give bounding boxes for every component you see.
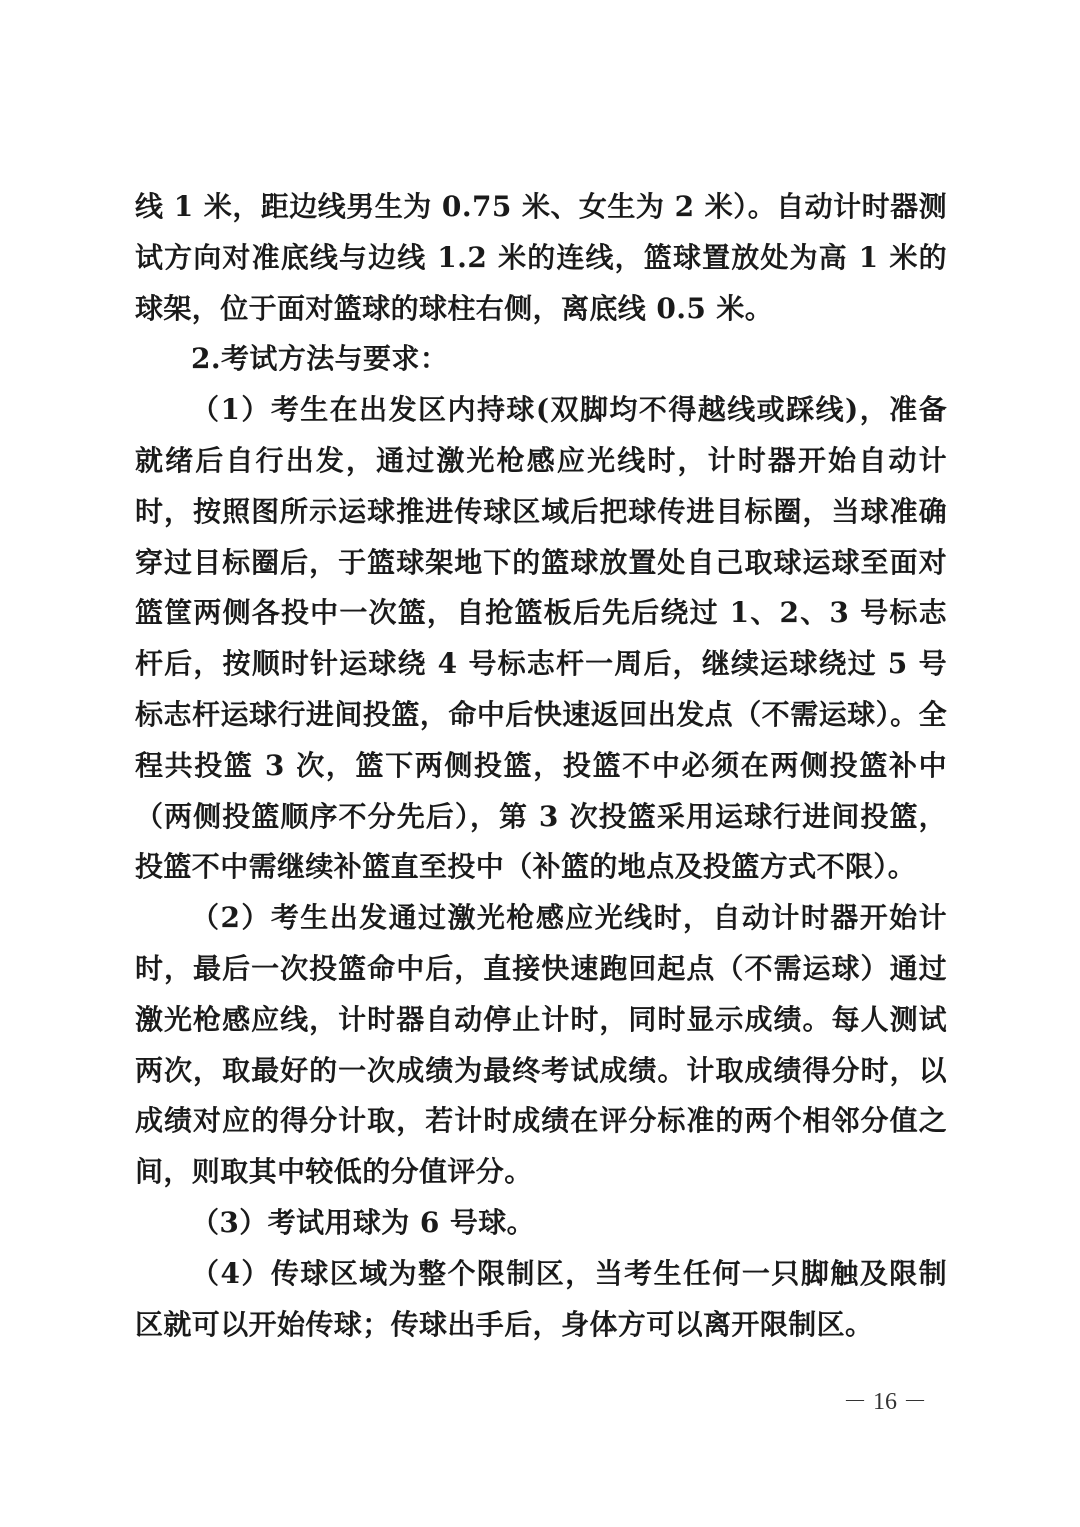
body-text — [135, 182, 947, 1350]
paragraph-venue-continued: 线 1 米，距边线男生为 0.75 米、女生为 2 米）。自动计时器测试方向对准底线与边线 1.2 米的连线，篮球置放处为高 1 米的球架，位于面对篮球的球柱右侧，离底线 0.5 米。 — [135, 190, 947, 325]
section-heading-test-method: 2.考试方法与要求： — [191, 342, 449, 376]
paragraph-rule-1: （1）考生在出发区内持球(双脚均不得越线或踩线)，准备就绪后自行出发，通过激光枪感应光线时，计时器开始自动计时，按照图所示运球推进传球区域后把球传进目标圈，当球准确穿过目标圈后，于篮球架地下的篮球放置处自己取球运球至面对篮筐两侧各投中一次篮，自抢篮板后先后绕过 1、2、3 号标志杆后，按顺时针运球绕 4 号标志杆一周后，继续运球绕过 5 号标志杆运球行进间投篮，命中后快速返回出发点（不需运球）。全程共投篮 3 次，篮下两侧投篮，投篮不中必须在两侧投篮补中（两侧投篮顺序不分先后），第 3 次投篮采用运球行进间投篮，投篮不中需继续补篮直至投中（补篮的地点及投篮方式不限）。 — [135, 393, 947, 884]
paragraph-rule-2: （2）考生出发通过激光枪感应光线时，自动计时器开始计时，最后一次投篮命中后，直接快速跑回起点（不需运球）通过激光枪感应线，计时器自动停止计时，同时显示成绩。每人测试两次，取最好的一次成绩为最终考试成绩。计取成绩得分时，以成绩对应的得分计取，若计时成绩在评分标准的两个相邻分值之间，则取其中较低的分值评分。 — [135, 901, 947, 1189]
paragraph-rule-4: （4）传球区域为整个限制区，当考生任何一只脚触及限制区就可以开始传球；传球出手后，身体方可以离开限制区。 — [135, 1256, 947, 1341]
page-number: － 16 － — [843, 1389, 927, 1415]
paragraph-rule-3: （3）考试用球为 6 号球。 — [191, 1205, 536, 1239]
